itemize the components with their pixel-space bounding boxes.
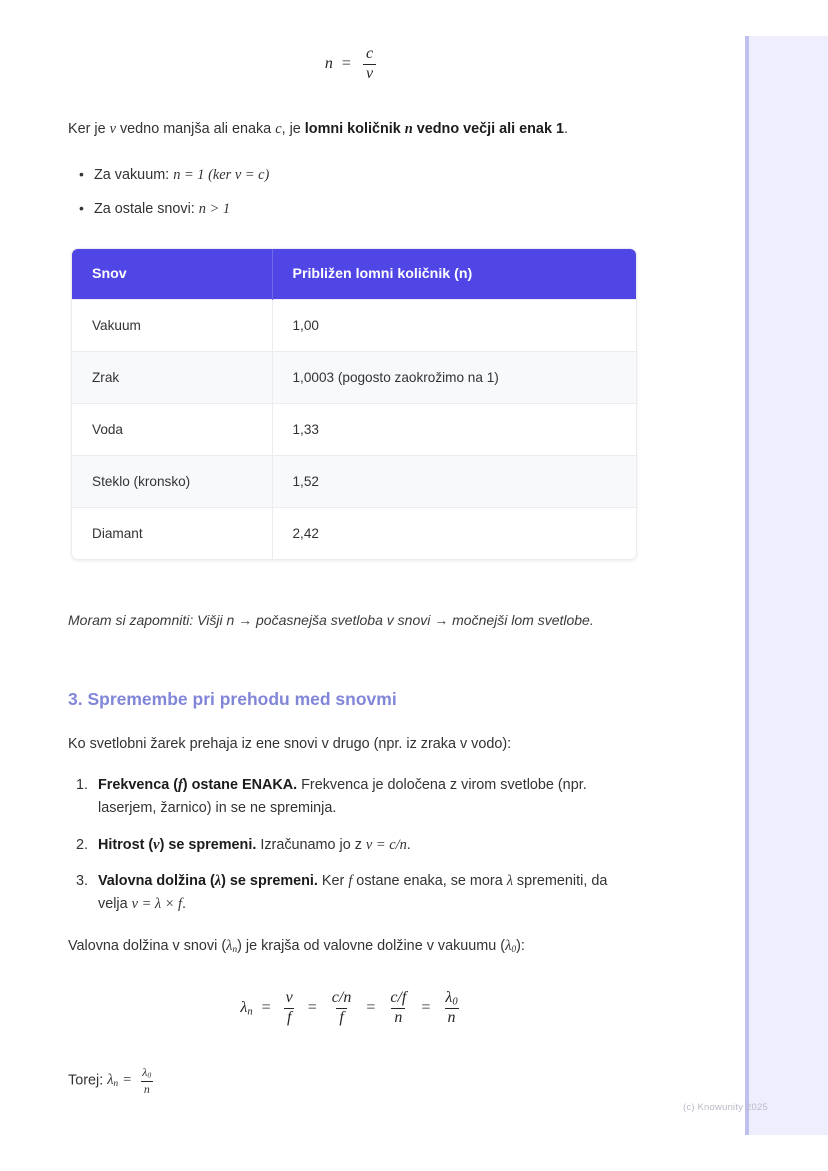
list-item [98, 774, 628, 821]
formula-refractive-index [68, 46, 636, 83]
bullet-text-1: Za ostale snovi: [94, 201, 199, 218]
right-edge-decorative-band [745, 36, 828, 1135]
fraction-v-over-f [283, 990, 296, 1027]
item3-math-lambda: λ [506, 872, 513, 889]
item2-rest-before: Izračunamo jo z [256, 836, 366, 853]
bullet-text-0: Za vakuum: [94, 167, 174, 183]
item2-bold-prefix: Hitrost ( [98, 836, 154, 853]
item2-bold-var-v: v [153, 836, 160, 853]
numbered-list-block [68, 774, 628, 930]
intro-part2: vedno manjša ali enaka [115, 121, 276, 137]
wl-part1: Valovna dolžina v snovi ( [68, 938, 227, 954]
cell-index: 1,33 [272, 404, 636, 456]
fraction-denominator: n [141, 1081, 153, 1095]
transition-intro-block [68, 733, 636, 756]
conclusion-fraction [139, 1066, 154, 1095]
column-header-substance: Snov [72, 249, 272, 300]
list-item [94, 164, 636, 187]
chain-eq-1: = [307, 999, 317, 1017]
cell-substance: Vakuum [72, 300, 272, 352]
table-row [72, 300, 636, 352]
right-edge-accent-line [745, 36, 749, 1135]
intro-part3: , je [281, 121, 305, 137]
item1-bold-prefix: Frekvenca ( [98, 777, 178, 793]
chain-eq-2: = [366, 999, 376, 1017]
fraction-denominator: v [363, 64, 376, 83]
conclusion-equals: = [123, 1072, 132, 1089]
formula-lhs: n [324, 54, 333, 72]
column-header-index: Približen lomni količnik (n) [272, 249, 636, 300]
fraction-lambda0-over-n [442, 990, 460, 1027]
refractive-index-table [72, 249, 636, 559]
table-row [72, 404, 636, 456]
cell-index: 1,0003 (pogosto zaokrožimo na 1) [272, 352, 636, 404]
table-container [71, 248, 637, 560]
bullet-math-1: n > 1 [198, 201, 231, 218]
cell-index: 2,42 [272, 508, 636, 560]
chain-lhs-sub: n [247, 1006, 253, 1018]
fraction-c-over-v [363, 46, 376, 83]
section-heading: 3. Spremembe pri prehodu med snovmi [68, 689, 397, 709]
chain-lhs-symbol: λ [240, 999, 248, 1017]
chain-eq-3: = [421, 999, 431, 1017]
cell-substance: Steklo (kronsko) [72, 456, 272, 508]
fraction-cn-over-f [329, 990, 355, 1027]
fraction-denominator: f [284, 1008, 294, 1027]
conclusion-line [68, 1066, 636, 1095]
fraction-denominator: f [336, 1008, 346, 1027]
chain-eq-0: = [261, 999, 271, 1017]
item2-bold-suffix: ) se spremeni. [159, 836, 257, 853]
cell-index: 1,00 [272, 300, 636, 352]
bullet-list [68, 164, 636, 221]
item3-rest-mid2: spremeniti, da velja [98, 872, 608, 913]
item3-math-eq: v = λ × f [131, 896, 183, 913]
wl-math-lambda-0: $\lambda_0$ [505, 938, 517, 956]
wl-part2: ) je krajša od valovne dolžine v vakuumu ( [237, 938, 506, 954]
refractive-index-table-block [71, 248, 639, 560]
item1-bold-var-f: f [178, 777, 183, 793]
list-item [94, 198, 636, 221]
remember-note-block [68, 608, 634, 632]
remember-note: Moram si zapomniti: Višji n → počasnejša svetloba v snovi → močnejši lom svetlobe. [68, 612, 594, 628]
intro-var-v: v [109, 121, 116, 137]
item1-rest: Frekvenca je določena z virom svetlobe (npr. laserjem, žarnico) in se ne spreminja. [98, 777, 587, 817]
item3-rest-before: Ker [317, 872, 349, 889]
copyright-watermark: (c) Knowunity 2025 [683, 1102, 768, 1113]
conclusion-lhs-sub: n [113, 1079, 119, 1090]
wl-math-lambda-n: $\lambda_n$ [226, 938, 238, 956]
wavelength-paragraph-block [68, 935, 636, 958]
formula-equals: = [341, 54, 351, 72]
section-heading-block [68, 688, 636, 711]
fraction-denominator: n [445, 1008, 459, 1027]
conclusion-lhs-symbol: λ [107, 1072, 114, 1089]
conclusion-lhs [107, 1072, 118, 1088]
intro-part4: . [563, 121, 568, 137]
table-head [72, 249, 636, 300]
fraction-denominator: n [391, 1008, 405, 1027]
fraction-numerator: v [285, 989, 293, 1007]
bullet-list-block [68, 164, 636, 232]
item3-rest-after: . [182, 896, 187, 913]
cell-index: 1,52 [272, 456, 636, 508]
intro-bold2: vedno večji ali enak 1 [412, 121, 564, 137]
item3-bold-var-lambda: λ [214, 872, 222, 889]
list-item [98, 870, 628, 917]
conclusion-block [68, 1066, 636, 1095]
wavelength-paragraph [68, 935, 636, 958]
intro-bold-var-n: n [404, 121, 413, 137]
intro-paragraph [68, 118, 636, 141]
item3-bold-suffix: ) se spremeni. [221, 872, 318, 889]
item3-bold-prefix: Valovna dolžina ( [98, 872, 215, 889]
item3-math-f: f [348, 872, 353, 889]
table-header-row [72, 249, 636, 300]
cell-substance: Voda [72, 404, 272, 456]
chain-lhs [240, 999, 252, 1016]
changes-numbered-list [68, 774, 628, 917]
intro-paragraph-block [68, 118, 636, 141]
formula-wavelength-chain [68, 990, 636, 1027]
item3-rest-mid: ostane enaka, se mora [352, 872, 507, 889]
fraction-numerator: c/f [390, 989, 407, 1007]
item1-bold-suffix: ) ostane ENAKA. [182, 777, 298, 793]
item2-math: v = c/n [365, 836, 407, 853]
fraction-numerator: c/n [331, 989, 352, 1007]
bullet-math-0: n = 1 (ker v = c) [173, 167, 270, 183]
table-row [72, 352, 636, 404]
fraction-numerator: c [365, 45, 374, 62]
fraction-cf-over-n [387, 990, 409, 1027]
table-body [72, 300, 636, 560]
list-item [98, 834, 628, 857]
fraction-numerator: $\lambda_0$ [445, 989, 458, 1008]
conclusion-label: Torej: [68, 1072, 108, 1089]
intro-part1: Ker je [68, 121, 110, 137]
intro-bold1: lomni količnik [304, 121, 405, 137]
fraction-numerator: $\lambda_0$ [142, 1065, 152, 1080]
wl-part3: ): [516, 938, 525, 954]
cell-substance: Diamant [72, 508, 272, 560]
cell-substance: Zrak [72, 352, 272, 404]
table-row [72, 456, 636, 508]
item2-rest-after: . [406, 836, 411, 853]
intro-var-c: c [275, 121, 282, 137]
transition-intro: Ko svetlobni žarek prehaja iz ene snovi v drugo (npr. iz zraka v vodo): [68, 736, 512, 752]
table-row [72, 508, 636, 560]
